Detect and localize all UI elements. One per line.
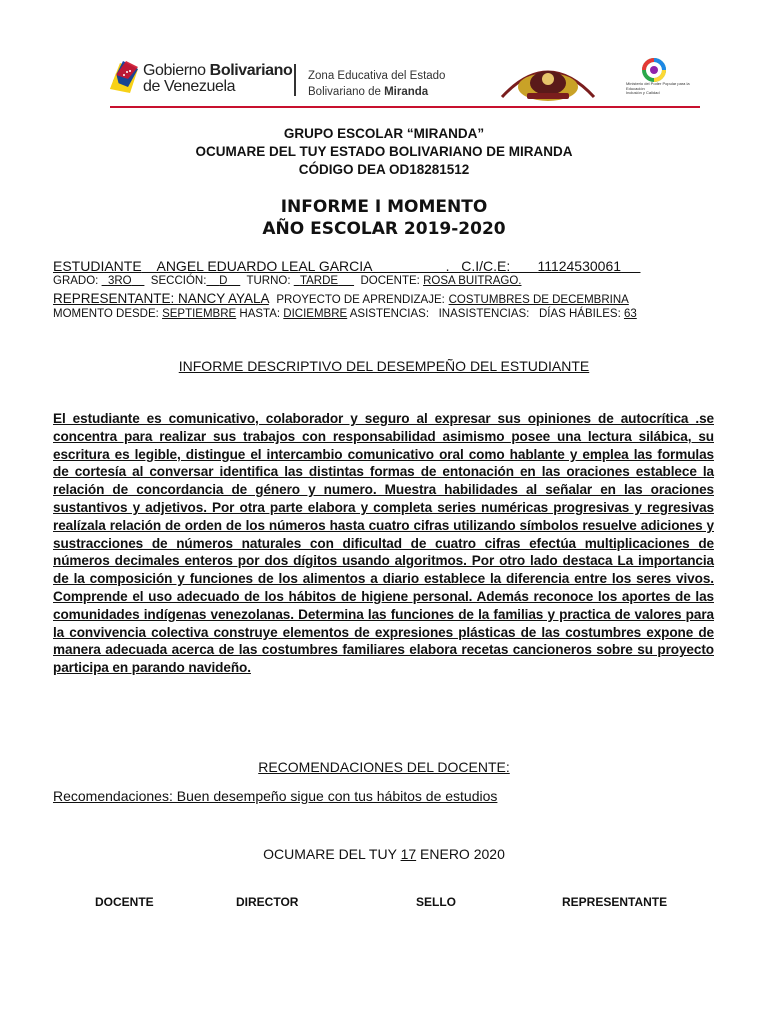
section-value: D bbox=[219, 275, 228, 287]
teacher-label: DOCENTE: bbox=[360, 275, 420, 287]
description-heading: INFORME DESCRIPTIVO DEL DESEMPEÑO DEL ESTUDIANTE bbox=[178, 358, 590, 374]
period-to: DICIEMBRE bbox=[283, 308, 348, 320]
description-body: El estudiante es comunicativo, colaborador y seguro al expresar sus opiniones de autocrítica .se concentra para realizar sus trabajos con responsabilidad asimismo posee una lectura silábica, su escritura es legible, distingue el intercambio comunicativo oral como hablante y emplea las formulas de cortesía al conversar identifica las distintas formas de entonación en las oraciones establece la relación de concordancia de género y numero. Muestra habilidades al señalar en las oraciones sustantivos y adjetivos. Por otra parte elabora y completa series numéricas progresivas y regresivas realízala relación de orden de los números hasta cuatro cifras utilizando símbolos resuelve adiciones y sustracciones de números naturales con dificultad de cuatro cifras efectúa multiplicaciones de números decimales enteros por dos dígitos usando algoritmos. Por otro lado destaca La importancia de la composición y funciones de los alimentos a diario establece la diferencia entre los seres vivos. Comprende el uso adecuado de los hábitos de higiene personal. Además reconoce los aportes de las comunidades indígenas venezolanas. Determina las funciones de la familias y practica de valores para la convivencia colectiva construye elementos de expresiones plásticas de las costumbres expone de manera adecuada acerca de las costumbres familiares elabora recetas cancioneros sobre su proyecto participa en parando navideño. bbox=[53, 411, 714, 676]
shift-value: TARDE bbox=[299, 275, 339, 287]
report-title: INFORME I MOMENTO bbox=[280, 197, 488, 217]
signature-representative: REPRESENTANTE bbox=[562, 895, 668, 909]
teacher-value: ROSA BUITRAGO. bbox=[423, 275, 522, 287]
student-id-value: 11124530061 bbox=[537, 258, 622, 274]
report-year: AÑO ESCOLAR 2019-2020 bbox=[262, 219, 506, 239]
school-emblem-logo bbox=[497, 57, 599, 103]
closing-place: OCUMARE DEL TUY bbox=[263, 846, 397, 862]
zone-text bbox=[308, 68, 445, 100]
recommendations-text: Recomendaciones: Buen desempeño sigue con tus hábitos de estudios bbox=[53, 788, 498, 804]
period-to-label: HASTA: bbox=[239, 308, 281, 320]
signature-stamp: SELLO bbox=[416, 895, 457, 909]
project-value: COSTUMBRES DE DECEMBRINA bbox=[448, 294, 629, 306]
ministry-name: Ministerio del Poder Popular para la Educación bbox=[626, 81, 690, 91]
ministry-caption bbox=[626, 82, 696, 96]
period-label: MOMENTO DESDE: bbox=[53, 308, 159, 320]
signature-teacher: DOCENTE bbox=[95, 895, 154, 909]
grade-label: GRADO: bbox=[53, 275, 99, 287]
shift-label: TURNO: bbox=[246, 275, 291, 287]
grade-value: 3RO bbox=[107, 275, 132, 287]
student-line: ESTUDIANTE ANGEL EDUARDO LEAL GARCIA . C.I/C.E: 11124530061 bbox=[53, 258, 622, 274]
ministry-tagline: Inclusión y Calidad bbox=[626, 90, 660, 95]
venezuela-flag-logo bbox=[108, 59, 140, 95]
representative: REPRESENTANTE: NANCY AYALA bbox=[53, 291, 269, 306]
student-id-label: C.I/C.E: bbox=[461, 258, 511, 274]
section-label: SECCIÓN: bbox=[150, 275, 207, 287]
student-label: ESTUDIANTE bbox=[53, 258, 142, 274]
attendance-label: ASISTENCIAS: bbox=[349, 308, 430, 320]
gov-prefix: Gobierno bbox=[143, 62, 206, 79]
grade-line bbox=[53, 275, 521, 287]
student-name: ANGEL EDUARDO LEAL GARCIA bbox=[156, 258, 372, 274]
project-label: PROYECTO DE APRENDIZAJE: bbox=[276, 294, 445, 306]
gov-bold: Bolivariano bbox=[209, 62, 293, 79]
absence-label: INASISTENCIAS: bbox=[438, 308, 530, 320]
zone-line2-prefix: Bolivariano de bbox=[308, 86, 381, 98]
workdays-value: 63 bbox=[623, 308, 637, 320]
recommendations-heading: RECOMENDACIONES DEL DOCENTE: bbox=[258, 759, 510, 775]
header-divider bbox=[110, 106, 700, 108]
institution-code: CÓDIGO DEA OD18281512 bbox=[298, 162, 470, 177]
place-date bbox=[0, 846, 768, 862]
period-from: SEPTIEMBRE bbox=[162, 308, 237, 320]
gov-line2: de Venezuela bbox=[143, 78, 236, 95]
zone-line2-bold: Miranda bbox=[384, 86, 429, 98]
zone-line1: Zona Educativa del Estado bbox=[308, 70, 446, 82]
closing-day: 17 bbox=[400, 846, 417, 862]
institution-location: OCUMARE DEL TUY ESTADO BOLIVARIANO DE MIRANDA bbox=[195, 144, 573, 159]
institution-name: GRUPO ESCOLAR “MIRANDA” bbox=[283, 126, 485, 141]
logo-separator bbox=[294, 64, 296, 96]
workdays-label: DÍAS HÁBILES: bbox=[538, 308, 621, 320]
period-line bbox=[53, 308, 637, 320]
government-logo-text bbox=[143, 63, 292, 95]
representative-line bbox=[53, 291, 629, 306]
signature-director: DIRECTOR bbox=[236, 895, 299, 909]
closing-month-year: ENERO 2020 bbox=[420, 846, 505, 862]
